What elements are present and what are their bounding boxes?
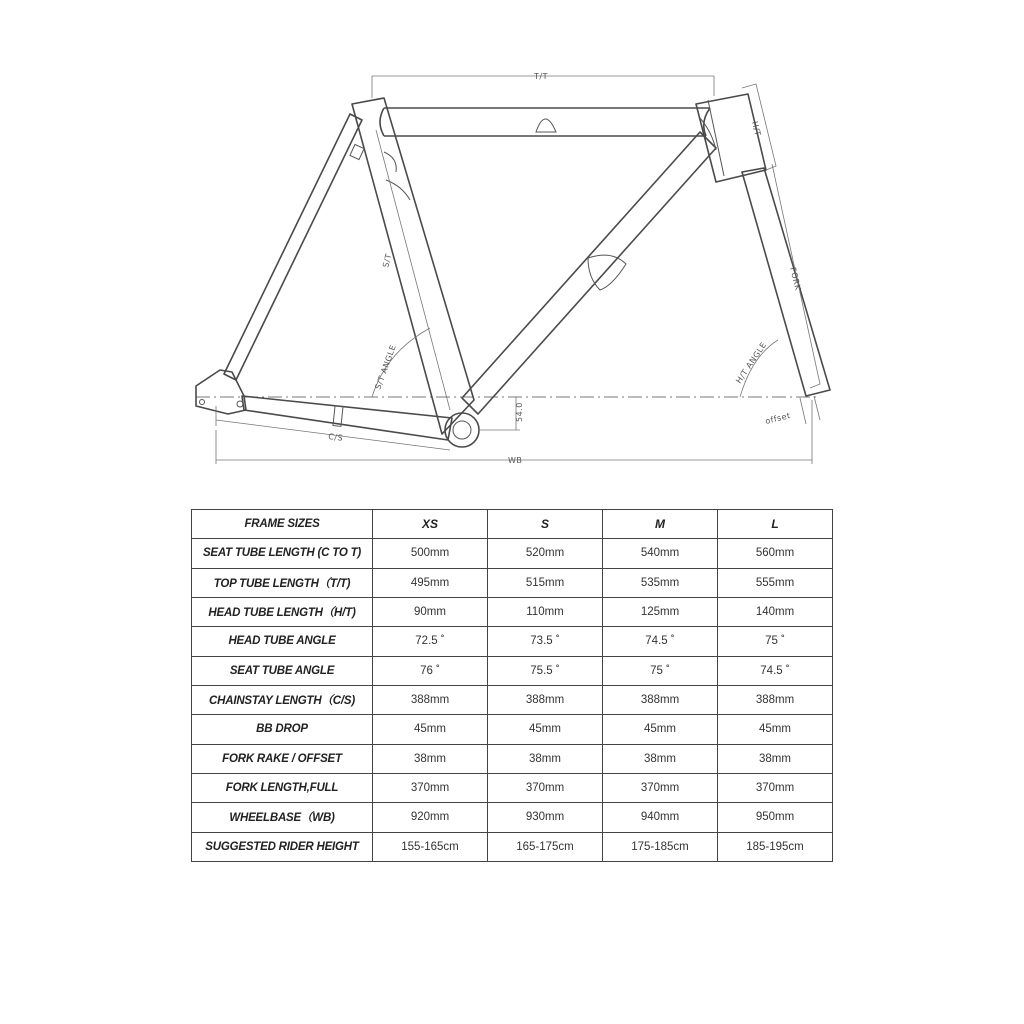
offset-dimension (800, 396, 820, 424)
table-cell: 110mm (488, 597, 603, 626)
row-label: SEAT TUBE LENGTH (C TO T) (192, 539, 373, 568)
table-row (192, 656, 833, 685)
table-cell: 75 ˚ (603, 656, 718, 685)
dropout-bolt (200, 400, 205, 405)
table-row (192, 627, 833, 656)
table-cell: 940mm (603, 803, 718, 832)
table-cell: 388mm (488, 685, 603, 714)
table-cell: 75 ˚ (718, 627, 833, 656)
table-cell: 38mm (718, 744, 833, 773)
row-label: BB DROP (192, 715, 373, 744)
label-bb-drop: 54.0 (515, 402, 524, 422)
top-tube-gusset (536, 119, 556, 132)
label-top-tube: T/T (534, 72, 548, 81)
label-wheelbase: WB (508, 456, 523, 465)
label-fork: FORK (788, 266, 803, 292)
row-label: HEAD TUBE LENGTH（H/T) (192, 597, 373, 626)
table-cell: 520mm (488, 539, 603, 568)
size-header-l: L (718, 510, 833, 539)
down-tube (462, 132, 716, 414)
seat-stay (224, 114, 362, 380)
size-header-xs: XS (373, 510, 488, 539)
table-cell: 495mm (373, 568, 488, 597)
frame-sizes-header: FRAME SIZES (192, 510, 373, 539)
wheelbase-dimension (216, 400, 812, 464)
table-row (192, 803, 833, 832)
table-cell: 45mm (718, 715, 833, 744)
frame-geometry-diagram (0, 0, 1024, 500)
table-cell: 560mm (718, 539, 833, 568)
table-cell: 930mm (488, 803, 603, 832)
seat-stay-bridge (350, 144, 364, 159)
row-label: SEAT TUBE ANGLE (192, 656, 373, 685)
table-cell: 90mm (373, 597, 488, 626)
row-label: CHAINSTAY LENGTH（C/S) (192, 685, 373, 714)
label-head-tube-angle: H/T ANGLE (734, 340, 769, 386)
table-cell: 185-195cm (718, 832, 833, 861)
table-row (192, 744, 833, 773)
table-cell: 76 ˚ (373, 656, 488, 685)
row-label: FORK RAKE / OFFSET (192, 744, 373, 773)
frame-geometry-table (191, 509, 833, 862)
size-header-m: M (603, 510, 718, 539)
table-cell: 165-175cm (488, 832, 603, 861)
table-cell: 155-165cm (373, 832, 488, 861)
table-cell: 535mm (603, 568, 718, 597)
row-label: FORK LENGTH,FULL (192, 773, 373, 802)
table-cell: 370mm (603, 773, 718, 802)
table-row (192, 832, 833, 861)
label-seat-tube-angle: S/T ANGLE (373, 343, 398, 391)
table-cell: 45mm (488, 715, 603, 744)
table-cell: 45mm (603, 715, 718, 744)
table-cell: 73.5 ˚ (488, 627, 603, 656)
label-head-tube: H/T (750, 120, 763, 138)
table-cell: 72.5 ˚ (373, 627, 488, 656)
table-row (192, 715, 833, 744)
row-label: TOP TUBE LENGTH（T/T) (192, 568, 373, 597)
table-cell: 370mm (488, 773, 603, 802)
table-cell: 388mm (603, 685, 718, 714)
table-cell: 388mm (718, 685, 833, 714)
seat-tube (352, 98, 474, 434)
label-offset: offset (764, 410, 792, 426)
table-cell: 515mm (488, 568, 603, 597)
table-cell: 75.5 ˚ (488, 656, 603, 685)
table-cell: 38mm (373, 744, 488, 773)
chainstay-dimension (216, 406, 450, 450)
table-cell: 555mm (718, 568, 833, 597)
table-cell: 175-185cm (603, 832, 718, 861)
dropout-bolt-2 (237, 401, 243, 407)
label-chainstay: C/S (327, 432, 344, 443)
chainstay (242, 396, 452, 440)
table-cell: 500mm (373, 539, 488, 568)
table-row (192, 568, 833, 597)
table-cell: 74.5 ˚ (603, 627, 718, 656)
label-seat-tube: S/T (381, 252, 394, 269)
table-cell: 950mm (718, 803, 833, 832)
table-cell: 370mm (718, 773, 833, 802)
row-label: WHEELBASE（WB) (192, 803, 373, 832)
table-cell: 38mm (488, 744, 603, 773)
bb-drop-dimension (478, 397, 520, 430)
table-cell: 370mm (373, 773, 488, 802)
table-header-row (192, 510, 833, 539)
table-cell: 45mm (373, 715, 488, 744)
table-cell: 74.5 ˚ (718, 656, 833, 685)
row-label: SUGGESTED RIDER HEIGHT (192, 832, 373, 861)
size-header-s: S (488, 510, 603, 539)
table-row (192, 773, 833, 802)
table-row (192, 597, 833, 626)
table-cell: 388mm (373, 685, 488, 714)
bottom-bracket-bore (453, 421, 471, 439)
table-cell: 920mm (373, 803, 488, 832)
table-cell: 38mm (603, 744, 718, 773)
table-row (192, 539, 833, 568)
table-cell: 540mm (603, 539, 718, 568)
row-label: HEAD TUBE ANGLE (192, 627, 373, 656)
table-row (192, 685, 833, 714)
table-cell: 125mm (603, 597, 718, 626)
table-cell: 140mm (718, 597, 833, 626)
